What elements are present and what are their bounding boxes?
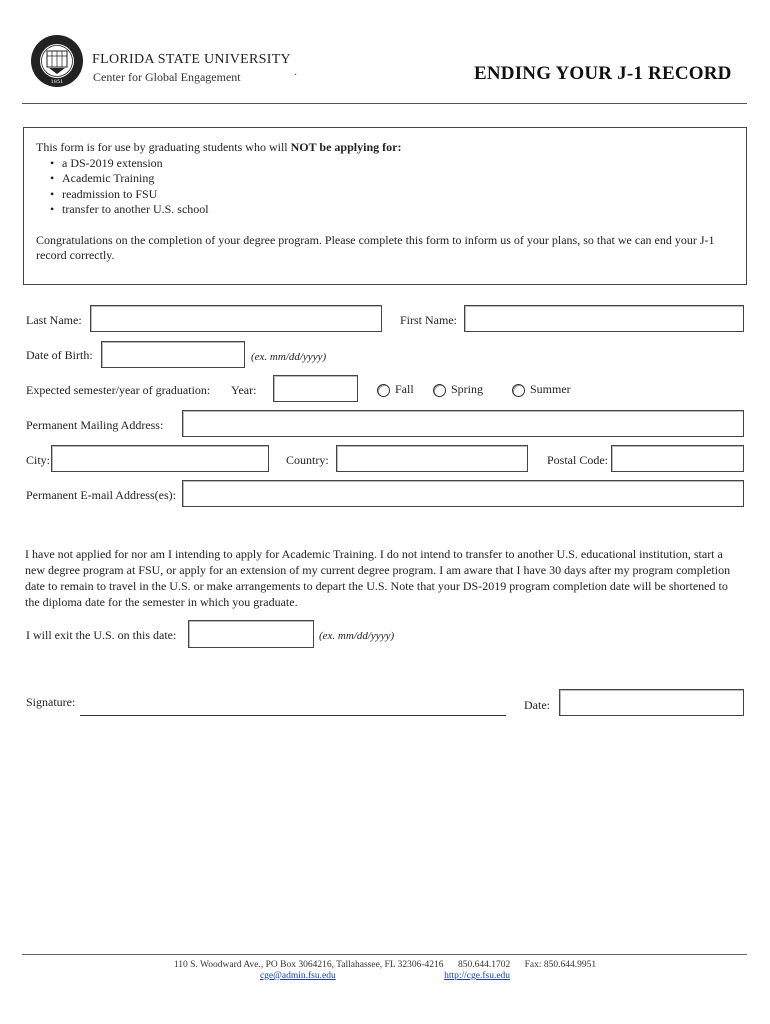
city-field[interactable]: [51, 445, 269, 472]
statement-text: I have not applied for nor am I intending to apply for Academic Training. I do not intend to transfer to another U.S. educational institution, start a new degree program at FSU, or apply for an extension of my current degree program. I am aware that I have 30 days after my program completion date to remain to travel in the U.S. or make arrangements to depart the U.S. Note that your DS-2019 program completion date will be shortened to the diploma date for the semester in which you graduate.: [25, 547, 731, 609]
first-name-label: First Name:: [400, 313, 457, 327]
form-title: ENDING YOUR J-1 RECORD: [474, 63, 732, 84]
signature-date-field[interactable]: [559, 689, 744, 716]
year-field[interactable]: [273, 375, 358, 402]
congrats-text: Congratulations on the completion of your degree program. Please complete this form to inform us of your plans, so that we can end your J-1 record correctly.: [36, 232, 715, 262]
list-item: • a DS-2019 extension: [62, 156, 736, 172]
fall-label: Fall: [395, 382, 414, 396]
exit-date-label: I will exit the U.S. on this date:: [26, 628, 177, 642]
notice-box: [23, 127, 747, 285]
notice-list: [36, 156, 736, 218]
exit-date-hint: (ex. mm/dd/yyyy): [319, 630, 395, 642]
university-name: FLORIDA STATE UNIVERSITY: [92, 52, 291, 67]
notice-intro-bold: NOT be applying for:: [290, 140, 402, 154]
summer-label: Summer: [530, 382, 571, 396]
footer-divider: [22, 954, 747, 955]
list-item: • transfer to another U.S. school: [62, 202, 736, 218]
last-name-field[interactable]: [90, 305, 382, 332]
footer-address: 110 S. Woodward Ave., PO Box 3064216, Tallahassee, FL 32306-4216: [173, 960, 444, 970]
list-item: • Academic Training: [62, 171, 736, 187]
email-label: Permanent E-mail Address(es):: [26, 488, 176, 502]
header-dot: .: [294, 64, 297, 78]
country-field[interactable]: [336, 445, 528, 472]
header-divider: [22, 103, 747, 104]
last-name-label: Last Name:: [26, 313, 82, 327]
dob-field[interactable]: [101, 341, 245, 368]
list-item: • readmission to FSU: [62, 187, 736, 203]
email-field[interactable]: [182, 480, 744, 507]
summer-radio[interactable]: [512, 384, 525, 397]
university-seal: [30, 34, 84, 88]
country-label: Country:: [286, 453, 329, 467]
address-field[interactable]: [182, 410, 744, 437]
footer-website-link[interactable]: http://cge.fsu.edu: [444, 971, 511, 981]
spring-radio[interactable]: [433, 384, 446, 397]
notice-intro-text: This form is for use by graduating students who will: [36, 140, 291, 154]
exit-date-field[interactable]: [188, 620, 314, 648]
postal-code-field[interactable]: [611, 445, 744, 472]
year-label: Year:: [231, 383, 257, 397]
city-label: City:: [26, 453, 51, 467]
spring-label: Spring: [451, 382, 484, 396]
footer-email-link[interactable]: cge@admin.fsu.edu: [259, 971, 336, 981]
fall-radio[interactable]: [377, 384, 390, 397]
department-name: Center for Global Engagement: [93, 70, 241, 84]
postal-code-label: Postal Code:: [547, 453, 609, 467]
first-name-field[interactable]: [464, 305, 744, 332]
notice-intro: [36, 140, 736, 156]
footer-phone: 850.644.1702: [457, 960, 511, 970]
signature-line[interactable]: [80, 715, 506, 716]
graduation-label: Expected semester/year of graduation:: [26, 383, 211, 397]
dob-label: Date of Birth:: [26, 348, 93, 362]
seal-year: 1851: [50, 79, 64, 85]
footer: [0, 960, 770, 981]
footer-fax: Fax: 850.644.9951: [524, 960, 597, 970]
dob-hint: (ex. mm/dd/yyyy): [251, 351, 327, 363]
date-label: Date:: [524, 698, 550, 712]
signature-label: Signature:: [26, 695, 76, 709]
address-label: Permanent Mailing Address:: [26, 418, 164, 432]
